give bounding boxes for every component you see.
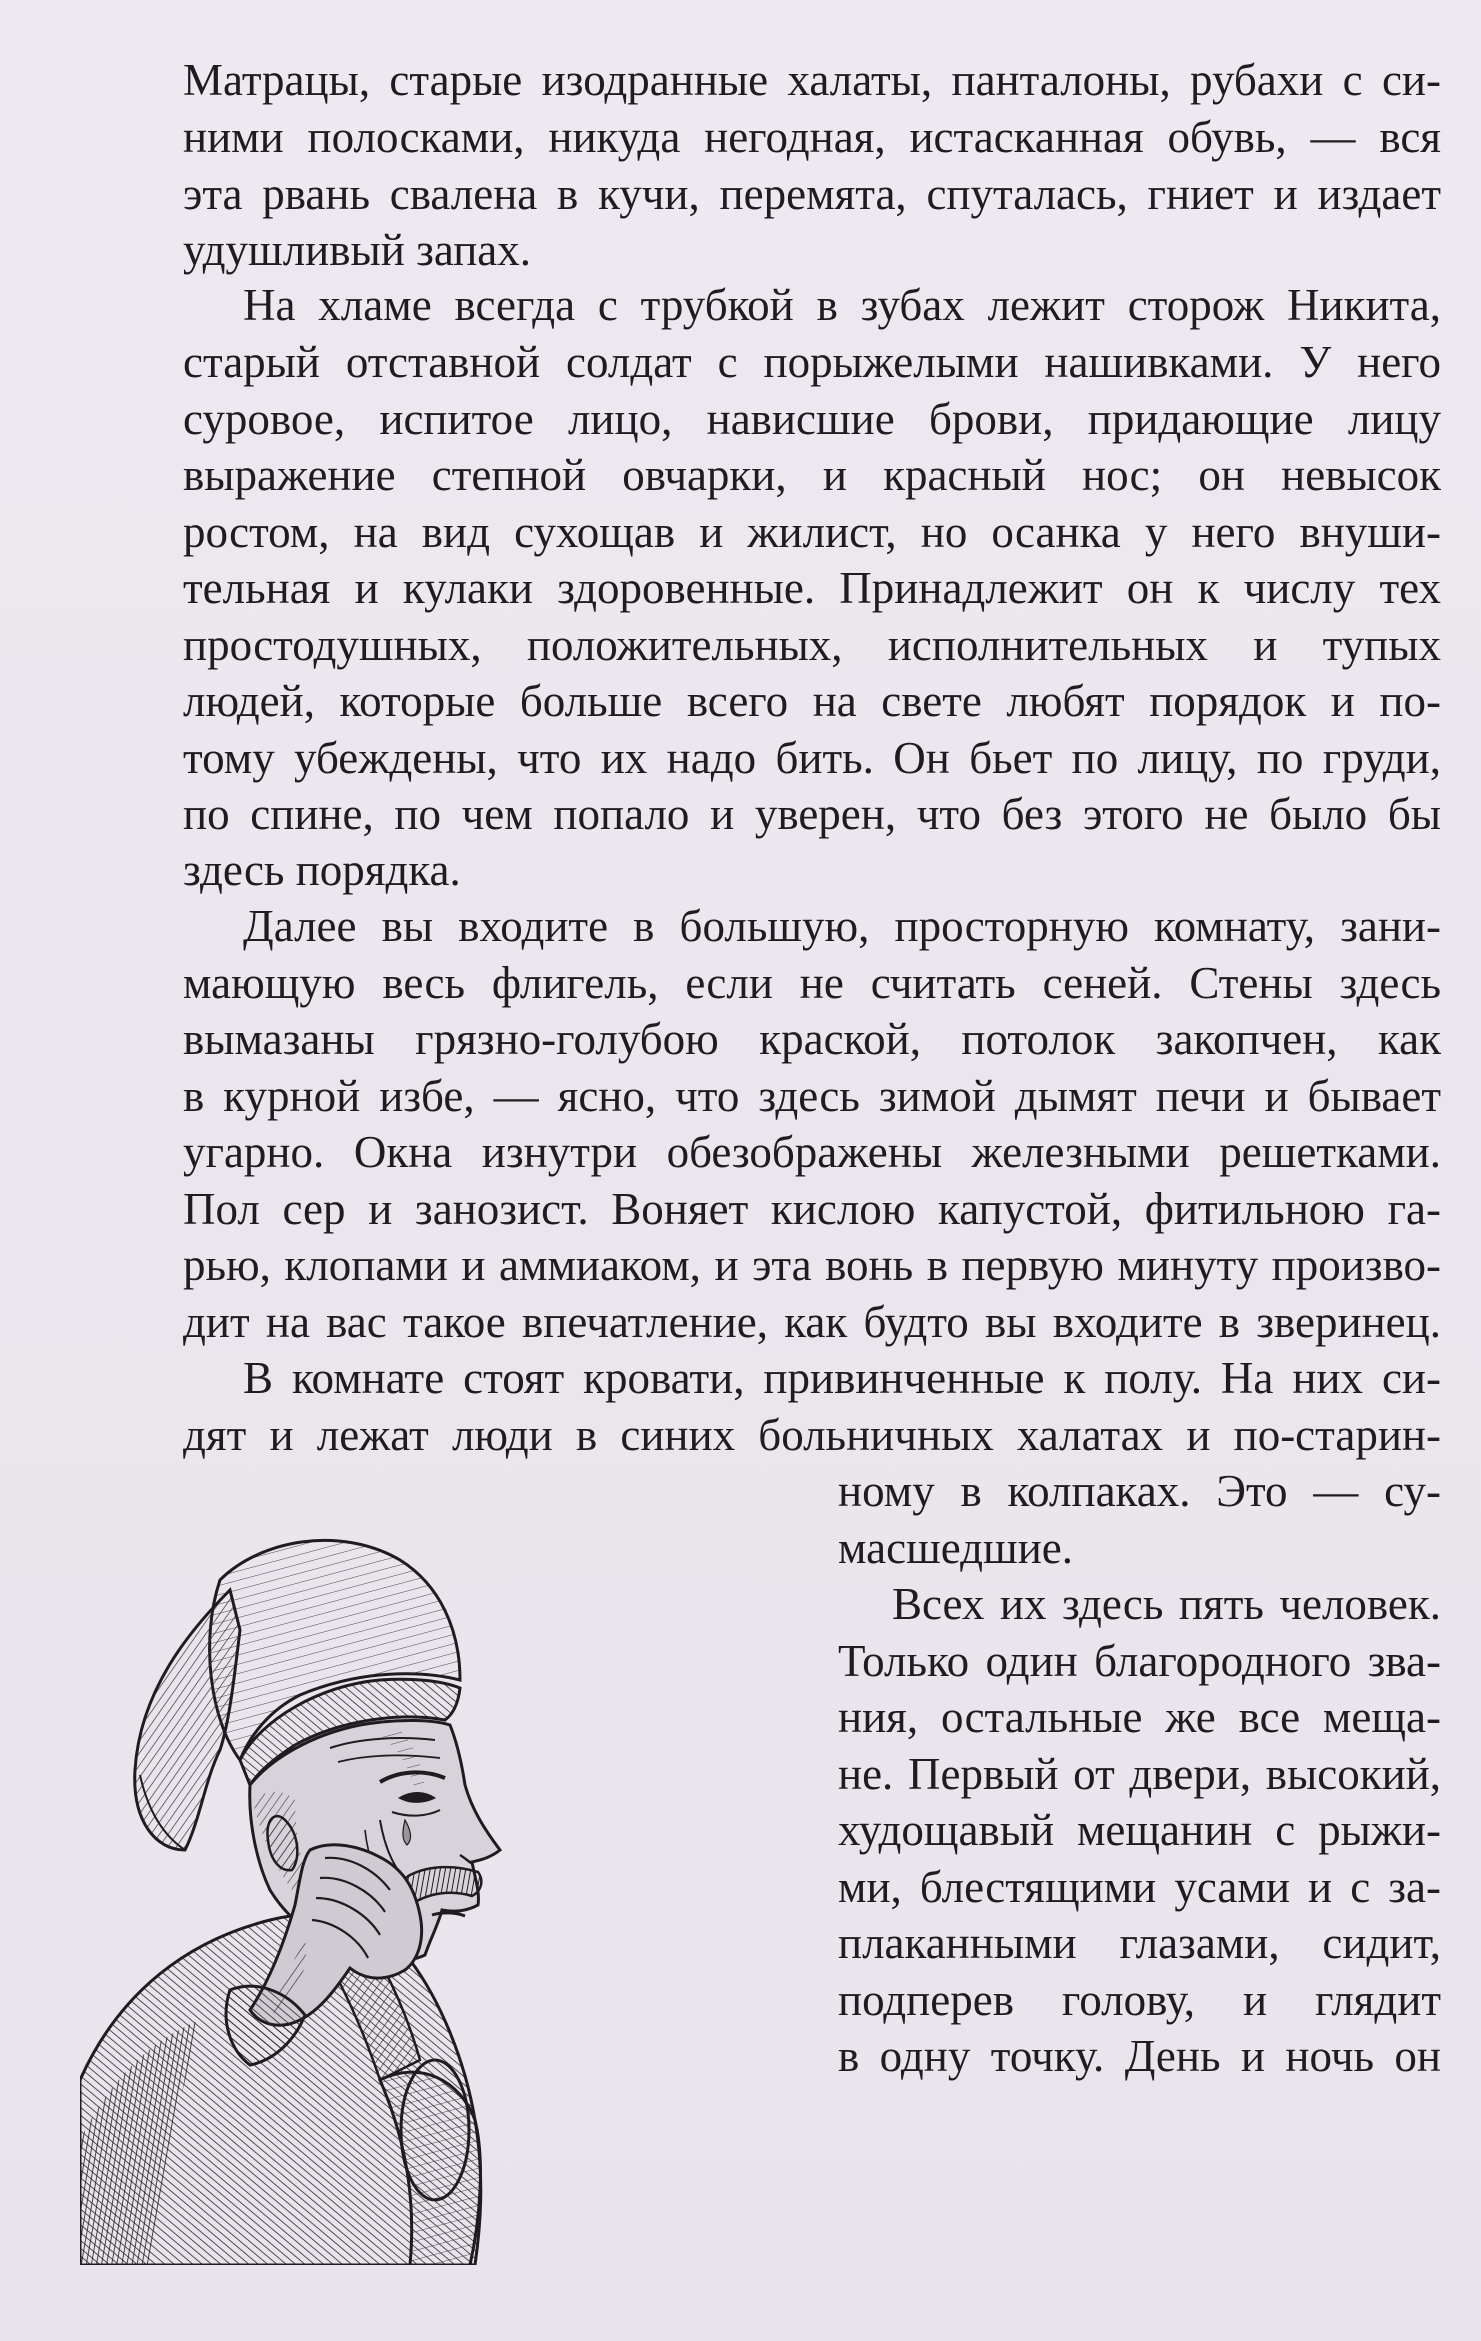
text-line-4: удушливый запах. bbox=[183, 225, 532, 275]
text-line-15: здесь порядка. bbox=[183, 845, 461, 895]
text-line-5: На хламе всегда с трубкой в зубах лежит сторож Никита, bbox=[243, 280, 1441, 330]
text-line-25: дят и лежат люди в синих больничных халатах и по-старин- bbox=[183, 1410, 1441, 1460]
text-line-14: по спине, по чем попало и уверен, что без этого не было бы bbox=[183, 789, 1441, 839]
text-line-20: угарно. Окна изнутри обезображены железными решетками. bbox=[183, 1127, 1441, 1177]
text-line-28: Всех их здесь пять человек. bbox=[892, 1579, 1441, 1629]
text-line-17: мающую весь флигель, если не считать сеней. Стены здесь bbox=[183, 958, 1441, 1008]
text-line-3: эта рвань свалена в кучи, перемята, спуталась, гниет и издает bbox=[183, 169, 1441, 219]
text-line-36: в одну точку. День и ночь он bbox=[838, 2031, 1441, 2081]
text-line-7: суровое, испитое лицо, нависшие брови, придающие лицу bbox=[183, 394, 1441, 444]
text-line-32: худощавый мещанин с рыжи- bbox=[838, 1805, 1441, 1855]
text-line-24: В комнате стоят кровати, привинченные к полу. На них си- bbox=[243, 1353, 1441, 1403]
text-line-10: тельная и кулаки здоровенные. Принадлежит он к числу тех bbox=[183, 563, 1441, 613]
text-line-27: масшедшие. bbox=[838, 1523, 1073, 1573]
text-line-29: Только один благородного зва- bbox=[838, 1636, 1441, 1686]
text-line-33: ми, блестящими усами и с за- bbox=[838, 1862, 1441, 1912]
text-line-6: старый отставной солдат с порыжелыми нашивками. У него bbox=[183, 337, 1441, 387]
text-line-2: ними полосками, никуда негодная, истасканная обувь, — вся bbox=[183, 112, 1441, 162]
text-line-18: вымазаны грязно-голубою краской, потолок закопчен, как bbox=[183, 1014, 1441, 1064]
text-line-8: выражение степной овчарки, и красный нос; он невысок bbox=[183, 450, 1441, 500]
text-line-31: не. Первый от двери, высокий, bbox=[838, 1749, 1441, 1799]
text-line-16: Далее вы входите в большую, просторную комнату, зани- bbox=[243, 901, 1441, 951]
text-line-30: ния, остальные же все меща- bbox=[838, 1692, 1441, 1742]
text-line-13: тому убеждены, что их надо бить. Он бьет по лицу, по груди, bbox=[183, 733, 1441, 783]
text-line-12: людей, которые больше всего на свете любят порядок и по- bbox=[183, 676, 1441, 726]
text-line-26: ному в колпаках. Это — су- bbox=[838, 1466, 1441, 1516]
text-line-23: дит на вас такое впечатление, как будто вы входите в зверинец. bbox=[183, 1297, 1441, 1347]
text-line-34: плаканными глазами, сидит, bbox=[838, 1918, 1441, 1968]
portrait-engraving-icon bbox=[80, 1520, 800, 2265]
text-line-11: простодушных, положительных, исполнительных и тупых bbox=[183, 620, 1441, 670]
text-line-19: в курной избе, — ясно, что здесь зимой дымят печи и бывает bbox=[183, 1071, 1441, 1121]
text-line-21: Пол сер и занозист. Воняет кислою капустой, фитильною га- bbox=[183, 1184, 1441, 1234]
text-line-22: рью, клопами и аммиаком, и эта вонь в первую минуту произво- bbox=[183, 1240, 1441, 1290]
text-line-35: подперев голову, и глядит bbox=[838, 1975, 1441, 2025]
text-line-9: ростом, на вид сухощав и жилист, но осанка у него внуши- bbox=[183, 507, 1441, 557]
text-line-1: Матрацы, старые изодранные халаты, панталоны, рубахи с си- bbox=[183, 55, 1441, 105]
